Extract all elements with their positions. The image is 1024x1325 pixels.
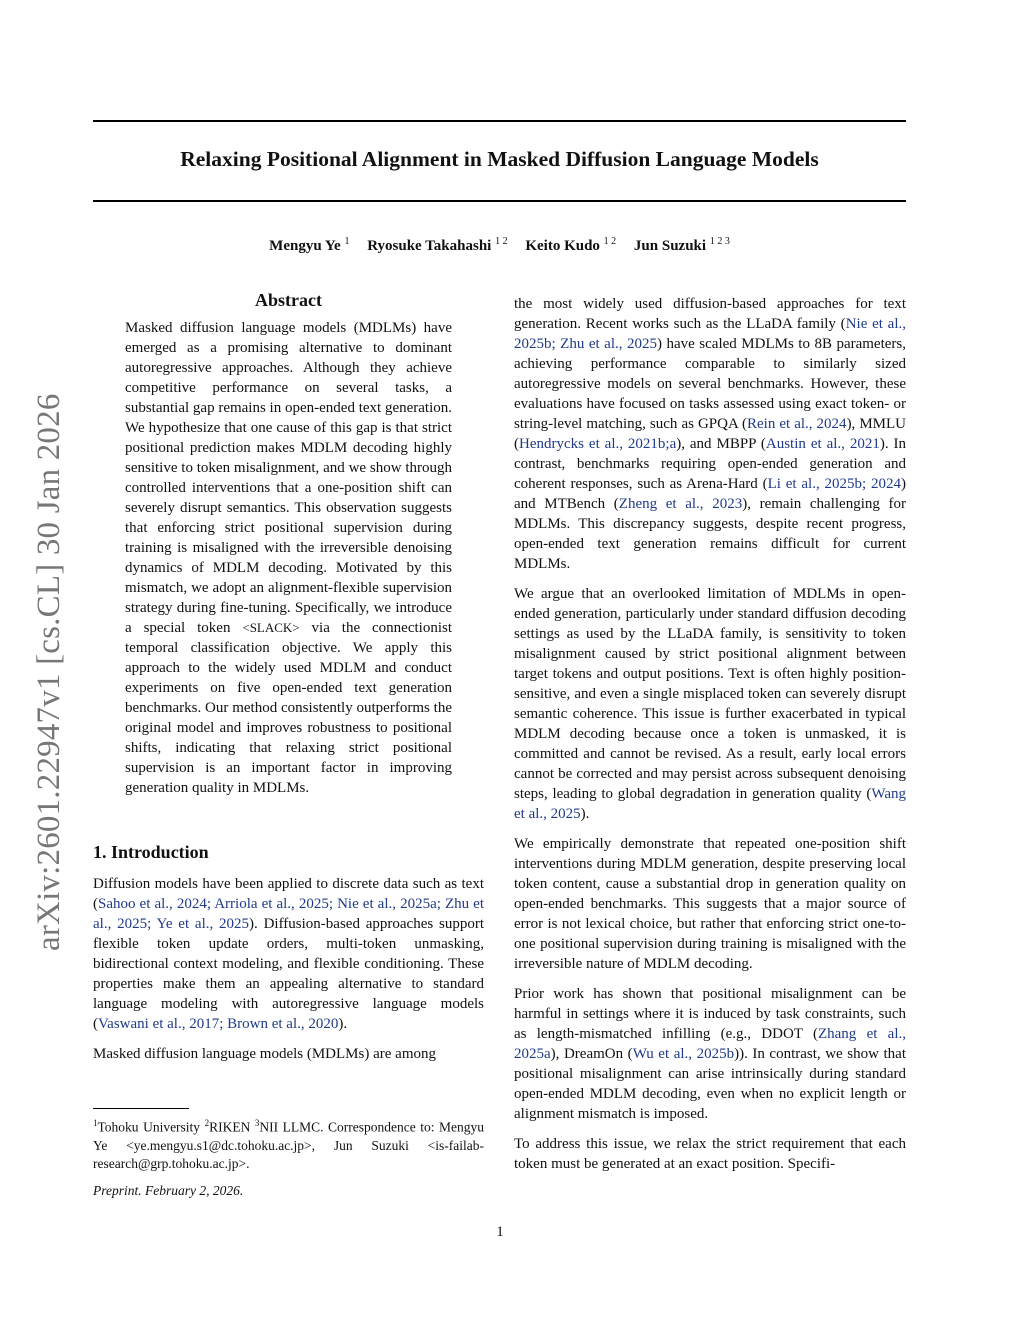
abstract-text-part: Masked diffusion language models (MDLMs) have emerged as a promising alternative to dominant autoregressive approaches. Although they achieve competitive performance on several tasks, a substantial gap remains in open-ended text generation. We hypothesize that one cause of this gap is that strict positional prediction makes MDLM decoding highly sensitive to token misalignment, and we show through controlled interventions that a one-position shift can severely disrupt semantics. This observation suggests that enforcing strict positional supervision during training is misaligned with the irreversible denoising dynamics of MDLM decoding. Motivated by this mismatch, we adopt an alignment-flexible supervision strategy during fine-tuning. Specifically, we introduce a special token bbox=[125, 320, 452, 636]
author-affiliation: 1 2 bbox=[495, 236, 508, 247]
paragraph-text: Prior work has shown that positional misalignment can be harmful in settings where it is induced by task constraints, such as length-mismatched infilling (e.g., DDOT ( bbox=[514, 986, 906, 1042]
preprint-note: Preprint. February 2, 2026. bbox=[93, 1183, 244, 1198]
author bbox=[634, 238, 730, 254]
footnote-text: NII LLMC. Correspondence to: Mengyu Ye <ye.mengyu.s1@dc.tohoku.ac.jp>, Jun Suzuki <is-failab-research@grp.tohoku.ac.jp>. bbox=[93, 1119, 484, 1171]
citation-link[interactable]: Austin et al., 2021 bbox=[765, 436, 880, 452]
footnote-text: RIKEN bbox=[209, 1119, 255, 1135]
abstract-heading: Abstract bbox=[255, 290, 322, 310]
author-affiliation: 1 2 3 bbox=[709, 236, 730, 247]
intro-paragraph-1 bbox=[93, 874, 484, 1034]
author-name: Keito Kudo bbox=[525, 238, 600, 254]
footnote-marker: 2 bbox=[204, 1118, 210, 1128]
slack-token: <SLACK> bbox=[242, 620, 300, 635]
author bbox=[367, 238, 507, 254]
paper-title: Relaxing Positional Alignment in Masked Diffusion Language Models bbox=[180, 147, 819, 171]
author bbox=[269, 238, 349, 254]
footnote-marker: 1 bbox=[93, 1118, 98, 1128]
arxiv-identifier: arXiv:2601.22947v1 [cs.CL] 30 Jan 2026 bbox=[31, 393, 67, 951]
citation-link[interactable]: Wang et al., 2025 bbox=[514, 786, 906, 822]
paragraph-text: ) and MTBench ( bbox=[514, 476, 906, 512]
author-list bbox=[93, 236, 906, 255]
abstract-text-part: via the connectionist temporal classification objective. We apply this approach to the widely used MDLM and conduct experiments on five open-ended text generation benchmarks. Our method consistently outperforms the original model and improves robustness to positional shifts, indicating that relaxing strict positional supervision is an important factor in improving generation quality in MDLMs. bbox=[125, 620, 452, 796]
intro-paragraph-6: To address this issue, we relax the strict requirement that each token must be generated at an exact position. Specifi- bbox=[514, 1136, 906, 1172]
citation-link[interactable]: Li et al., 2025b; 2024 bbox=[767, 476, 901, 492]
citation-link[interactable]: Nie et al., 2025b; Zhu et al., 2025 bbox=[514, 316, 907, 352]
right-column bbox=[514, 294, 906, 1184]
citation-link[interactable]: Zheng et al., 2023 bbox=[618, 496, 743, 512]
paragraph-text: ), remain challenging for MDLMs. This discrepancy suggests, despite recent progress, open-ended text generation remains difficult for current MDLMs. bbox=[514, 496, 906, 572]
author bbox=[525, 238, 616, 254]
paragraph-text: ). bbox=[580, 806, 590, 822]
footnote-rule bbox=[93, 1108, 189, 1109]
citation-link[interactable]: Hendrycks et al., 2021b;a bbox=[519, 436, 677, 452]
author-name: Mengyu Ye bbox=[269, 238, 341, 254]
citation-link[interactable]: Rein et al., 2024 bbox=[747, 416, 847, 432]
paragraph-text: ), DreamOn ( bbox=[550, 1046, 633, 1062]
footnote-text: Tohoku University bbox=[97, 1119, 205, 1135]
left-column bbox=[93, 290, 484, 1074]
citation-link[interactable]: Vaswani et al., 2017; Brown et al., 2020 bbox=[98, 1016, 339, 1032]
author-name: Jun Suzuki bbox=[633, 238, 707, 254]
affiliation-footnote bbox=[93, 1114, 484, 1173]
intro-paragraph-5 bbox=[514, 984, 906, 1124]
intro-paragraph-2-cont: the most widely used diffusion-based approaches for text generation. Recent works such as the LLaDA family (Nie et al., 2025b; Zhu et al., 2025) have scaled MDLMs to 8B parameters, achieving performance comparable to similarly sized autoregressive models on several benchmarks. However, these evaluations have focused on tasks assessed using exact token- or string-level matching, such as GPQA (Rein et al., 2024), MMLU (Hendrycks et al., 2021b;a), and MBPP (Austin et al., 2021). In contrast, benchmarks requiring open-ended generation and coherent responses, such as Arena-Hard (Li et al., 2025b; 2024) and MTBench (Zheng et al., 2023), remain challenging for MDLMs. This discrepancy suggests, despite recent progress, open-ended text generation remains difficult for current MDLMs. bbox=[514, 296, 907, 572]
abstract-text bbox=[125, 318, 452, 798]
page-number: 1 bbox=[496, 1224, 504, 1240]
intro-paragraph-2-start: Masked diffusion language models (MDLMs) are among bbox=[93, 1046, 436, 1062]
citation-link[interactable]: Zhang et al., 2025a bbox=[514, 1026, 906, 1062]
citation-link[interactable]: Wu et al., 2025b bbox=[632, 1046, 735, 1062]
paragraph-text: ), and MBPP ( bbox=[676, 436, 766, 452]
paragraph-text: ). bbox=[338, 1016, 348, 1032]
paragraph-text: ), MMLU ( bbox=[514, 416, 907, 452]
author-affiliation: 1 bbox=[344, 236, 350, 247]
paragraph-text: )). In contrast, we show that positional misalignment can arise intrinsically during standard open-ended MDLM decoding, even when no explicit length or alignment mismatch is imposed. bbox=[514, 1046, 906, 1122]
intro-paragraph-4: We empirically demonstrate that repeated one-position shift interventions during MDLM generation, despite preserving local token content, cause a substantial drop in generation quality on open-ended benchmarks. This suggests that a major source of error is not lexical choice, but rather that enforcing strict one-to-one positional supervision during training is misaligned with the irreversible nature of MDLM decoding. bbox=[514, 836, 906, 972]
paragraph-text: ). In contrast, benchmarks requiring open-ended generation and coherent responses, such as Arena-Hard ( bbox=[514, 436, 906, 492]
author-affiliation: 1 2 bbox=[603, 236, 617, 247]
footnote-marker: 3 bbox=[254, 1118, 260, 1128]
citation-link[interactable]: Sahoo et al., 2024; Arriola et al., 2025; Nie et al., 2025a; Zhu et al., 2025; Ye et al., 2025 bbox=[93, 896, 484, 932]
paragraph-text: ) have scaled MDLMs to 8B parameters, achieving performance comparable to similarly sized autoregressive models on several benchmarks. However, these evaluations have focused on tasks assessed using exact token- or string-level matching, such as GPQA ( bbox=[514, 336, 906, 432]
paragraph-text: Diffusion models have been applied to discrete data such as text ( bbox=[93, 876, 484, 912]
paragraph-text: ). Diffusion-based approaches support flexible token update orders, multi-token unmasking, bidirectional context modeling, and flexible conditioning. These properties make them an appealing alternative to standard language modeling with autoregressive language models ( bbox=[93, 916, 484, 1032]
author-name: Ryosuke Takahashi bbox=[367, 238, 492, 254]
intro-paragraph-3 bbox=[514, 584, 906, 824]
title-rule-bottom bbox=[93, 200, 906, 202]
title-rule-top bbox=[93, 120, 906, 122]
section-heading-introduction: 1. Introduction bbox=[93, 842, 209, 862]
paragraph-text: We argue that an overlooked limitation of MDLMs in open-ended generation, particularly under standard diffusion decoding settings as used by the LLaDA family, is sensitivity to token misalignment caused by strict positional alignment between target tokens and output positions. Text is often highly position-sensitive, and even a single misplaced token can severely disrupt semantic coherence. This issue is further exacerbated in typical MDLM decoding because once a token is unmasked, it is committed and cannot be revised. As a result, early local errors cannot be corrected and may persist across subsequent denoising steps, leading to global degradation in generation quality ( bbox=[514, 586, 906, 802]
